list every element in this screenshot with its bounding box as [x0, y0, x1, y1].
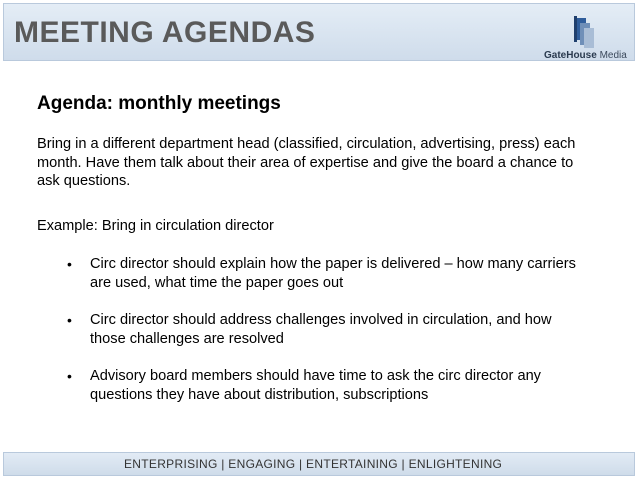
intro-paragraph — [37, 135, 597, 191]
gatehouse-media-logo — [544, 14, 638, 60]
logo-word-bold: GateHouse — [544, 50, 597, 61]
footer-tagline: ENTERPRISING | ENGAGING | ENTERTAINING | ENLIGHTENING — [124, 457, 503, 471]
logo-mark-icon — [544, 14, 638, 50]
intro-text: Bring in a different department head (classified, circulation, advertising, press) each month. Have them talk about their area of expertise and give the board a chance to ask questions. — [37, 136, 576, 189]
logo-wordmark — [544, 50, 638, 61]
page-title: MEETING AGENDAS — [14, 16, 316, 49]
header-banner — [3, 3, 635, 61]
bullet-item: • Advisory board members should have time to ask the circ director any questions they have about distribution, subscriptions — [0, 367, 638, 404]
example-line: Example: Bring in circulation director — [37, 218, 274, 234]
bullet-item: • Circ director should explain how the paper is delivered – how many carriers are used, what time the paper goes out — [0, 255, 638, 292]
footer-banner — [3, 452, 635, 476]
agenda-subtitle: Agenda: monthly meetings — [37, 93, 281, 114]
logo-word-regular: Media — [596, 50, 627, 61]
bullet-list — [0, 255, 638, 423]
bullet-item: • Circ director should address challenges involved in circulation, and how those challenges are resolved — [0, 311, 638, 348]
